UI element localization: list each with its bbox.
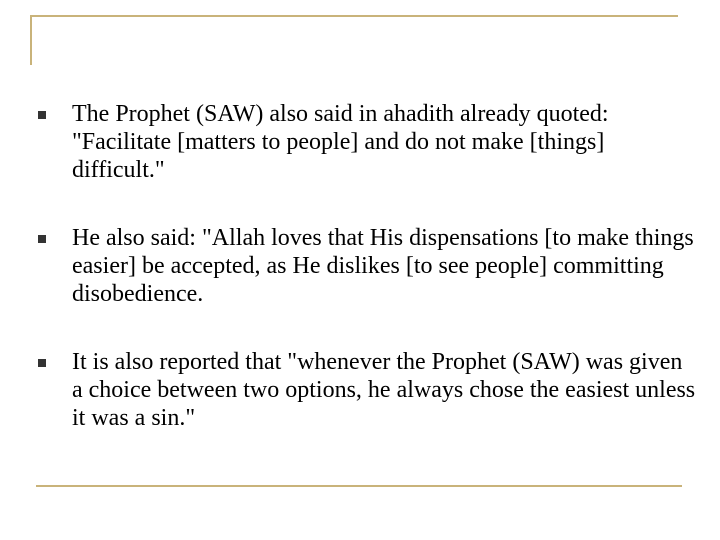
bullet-item-1: [38, 100, 698, 184]
square-bullet-icon: [38, 359, 46, 367]
square-bullet-icon: [38, 111, 46, 119]
bottom-rule: [36, 485, 682, 487]
bullet-item-2: [38, 224, 698, 308]
square-bullet-icon: [38, 235, 46, 243]
bullet-text: He also said: "Allah loves that His dispensations [to make things easier] be accepted, as He dislikes [to see people] committing disobedience.: [72, 225, 694, 307]
left-rule: [30, 15, 32, 65]
bullet-text: It is also reported that "whenever the Prophet (SAW) was given a choice between two options, he always chose the easiest unless it was a sin.": [72, 349, 696, 431]
bullet-list: [38, 100, 698, 432]
bullet-text: The Prophet (SAW) also said in ahadith already quoted: "Facilitate [matters to people] and do not make [things] difficult.": [72, 101, 609, 183]
bullet-item-3: [38, 348, 698, 432]
top-rule: [30, 15, 678, 17]
